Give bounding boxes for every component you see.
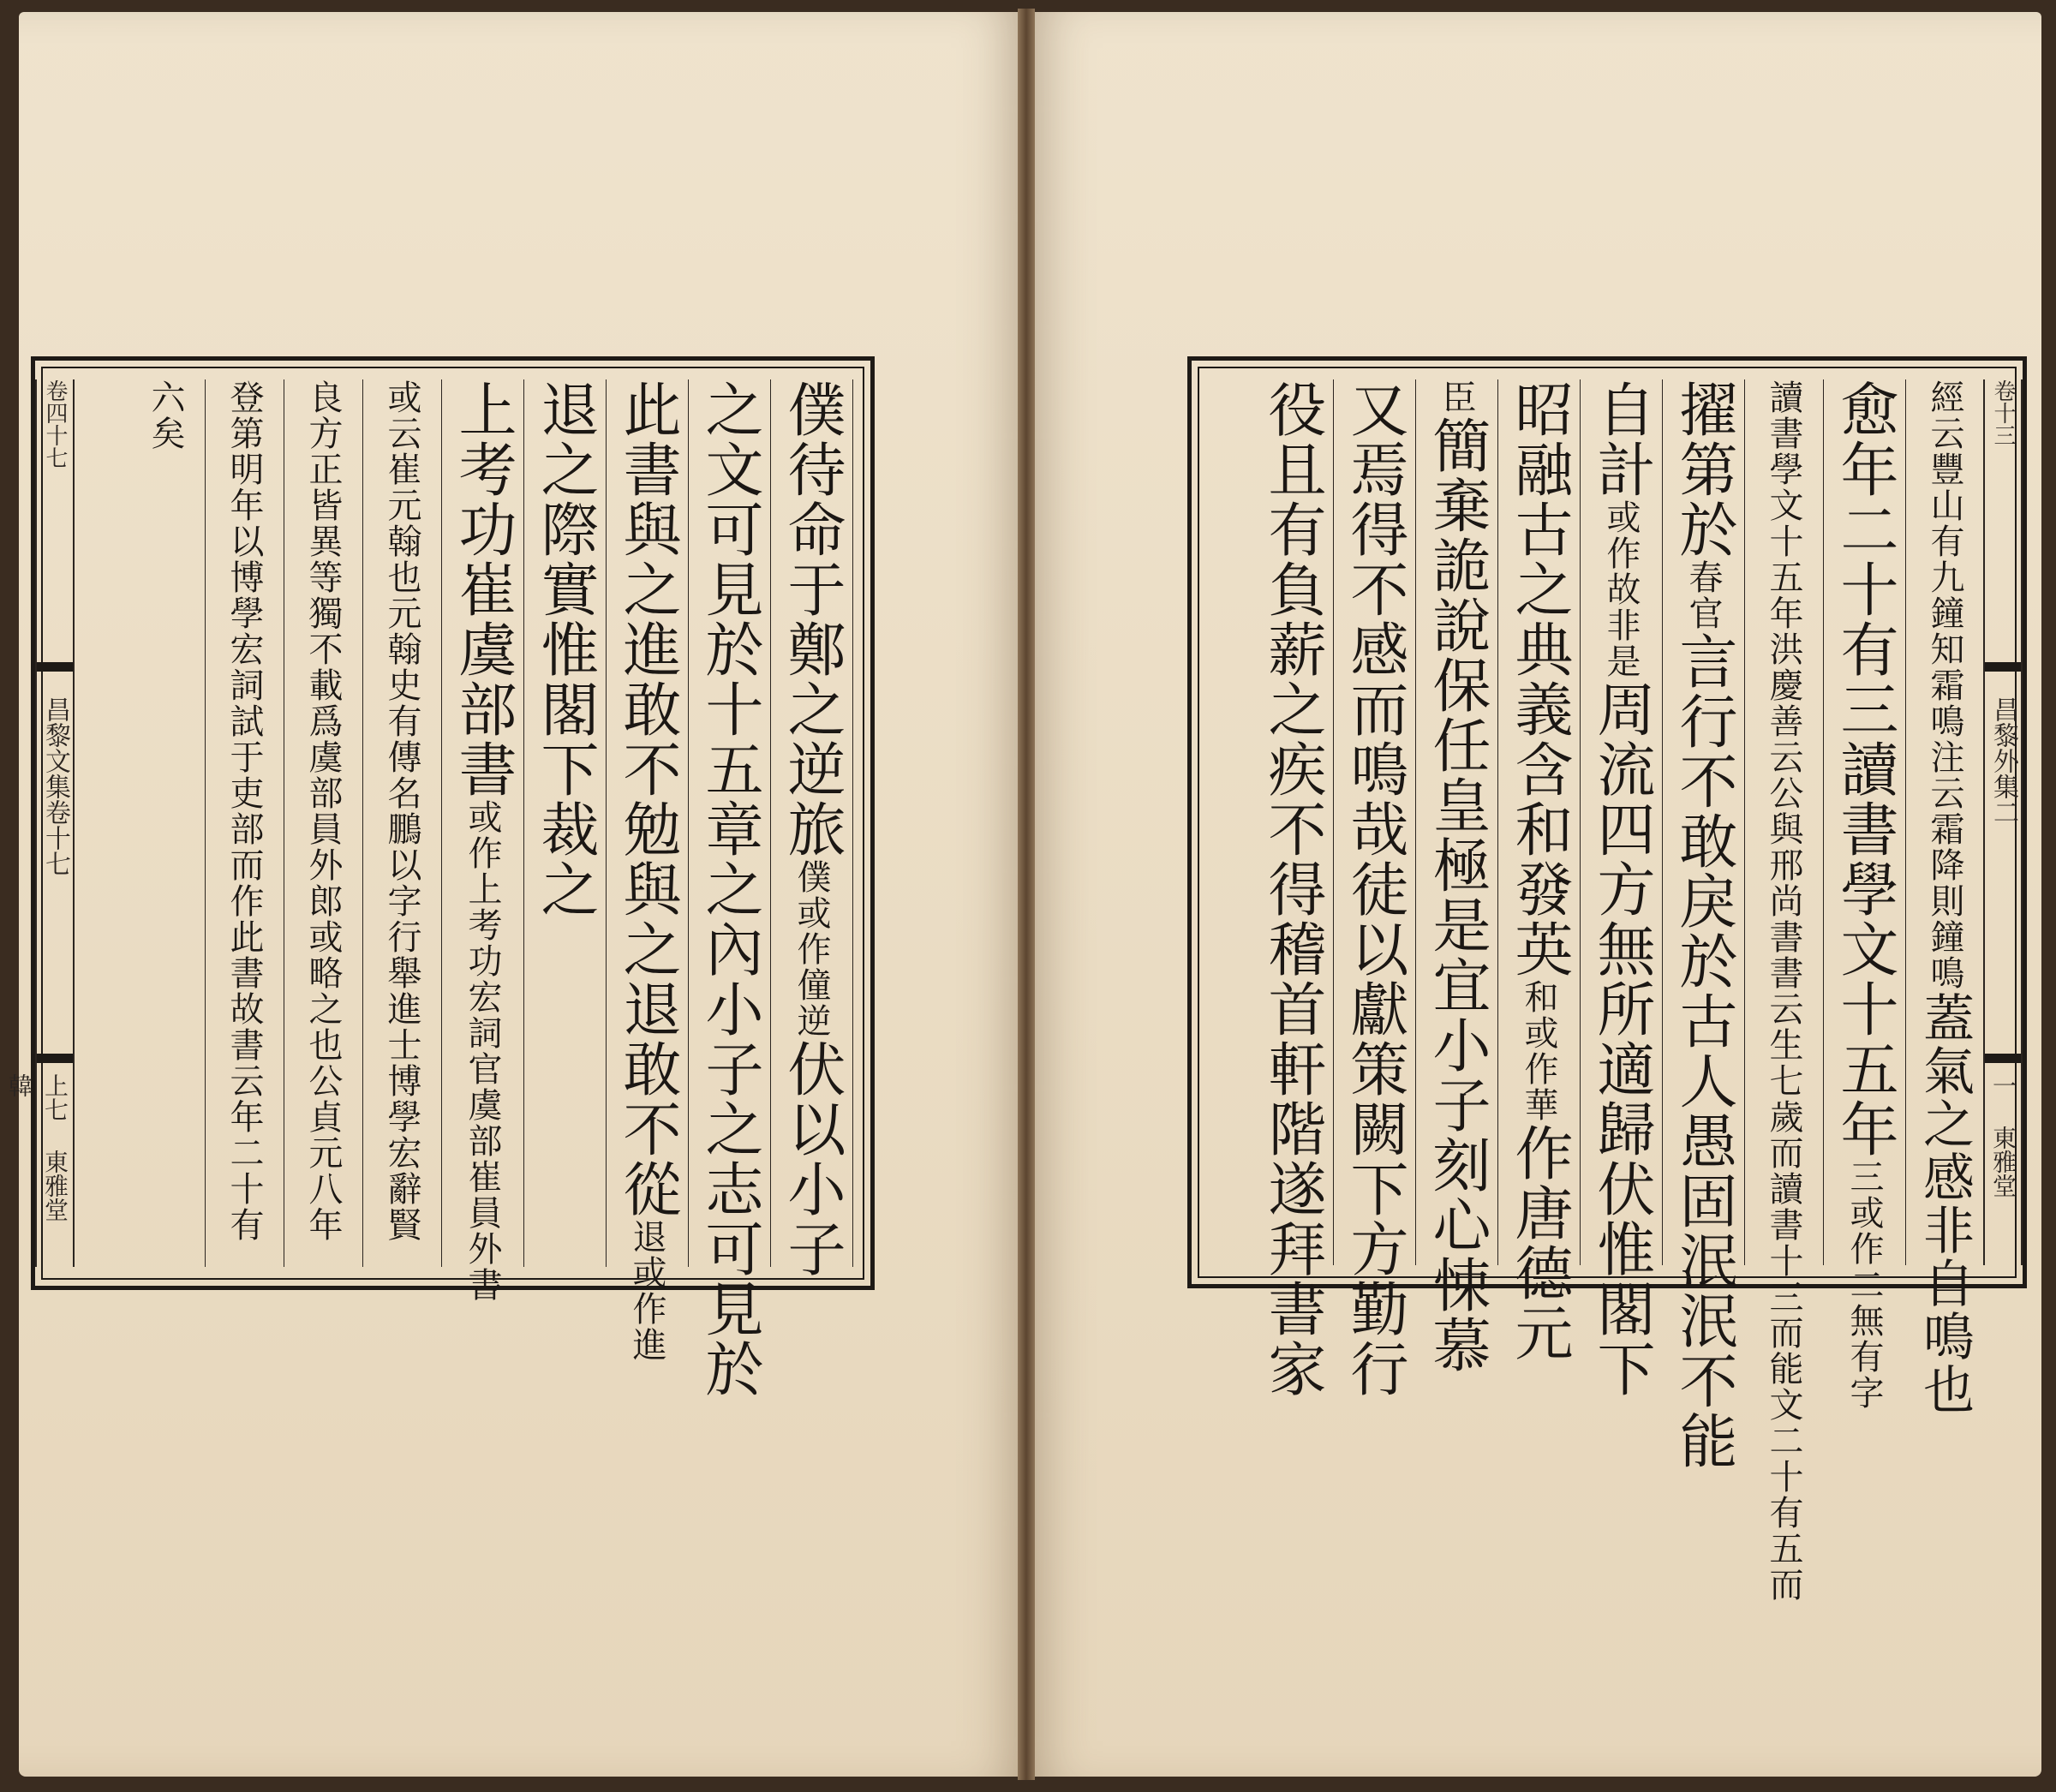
- left-column-9: [126, 379, 206, 1267]
- main-text: 擢第於: [1670, 379, 1737, 559]
- main-text: 言行不敢戾於古人愚固泯泯不能: [1670, 631, 1737, 1471]
- fishtail-mark: [1985, 662, 2021, 686]
- fold-volume: 卷十三: [1990, 379, 2016, 446]
- main-text: 簡棄詭說保任皇極是宜小子刻心悚慕: [1423, 415, 1491, 1375]
- left-column-1: [770, 379, 853, 1279]
- main-text: 役且有負薪之疾不得稽首軒階遂拜書家: [1258, 379, 1326, 1399]
- commentary: 登第明年以博學宏詞試于吏部而作此書故書云年二十有: [224, 379, 264, 1243]
- commentary: 或云崔元翰也元翰史有傳名鵬以字行舉進士博學宏辭賢: [382, 379, 421, 1243]
- annotation: 僕或作僮逆: [792, 859, 831, 1039]
- right-column-6: [1497, 379, 1581, 1363]
- left-column-3: [606, 379, 689, 1363]
- main-text: 之文可見於十五章之內小子之志可見於: [696, 379, 763, 1399]
- left-column-2: [688, 379, 771, 1399]
- main-text: 昭融古之典義含和發英: [1505, 379, 1573, 979]
- left-column-7: [284, 379, 363, 1267]
- fold-publisher: 上七 東雅堂 韓: [5, 1073, 69, 1222]
- annotation: 或作上考功宏詞官虞部崔員外書: [463, 799, 502, 1303]
- main-text: 蓋氣之感非自鳴也: [1915, 991, 1975, 1416]
- fold-volume: 卷四十七: [42, 379, 68, 469]
- main-text: 愈年二十有三讀書學文十五年: [1831, 379, 1898, 1159]
- section-title: 上考功崔虞部書: [449, 379, 517, 799]
- main-text: 伏以小子: [778, 1039, 846, 1279]
- fold-publisher: 一 東雅堂: [1989, 1073, 2017, 1198]
- right-column-4: [1662, 379, 1745, 1471]
- main-text: 退之際實惟閣下裁之: [531, 379, 599, 919]
- commentary: 讀書學文十五年洪慶善云公與邢尚書書云生七歲而讀書十三而能文二十有五而: [1764, 379, 1803, 1603]
- commentary: 六矣: [146, 379, 185, 451]
- right-column-3: [1744, 379, 1824, 1603]
- fishtail-mark: [1985, 1039, 2021, 1063]
- fold-title: 昌黎外集二: [1988, 696, 2018, 825]
- main-text: 周流四方無所適歸伏惟閣下: [1587, 679, 1655, 1399]
- commentary: 良方正皆異等獨不載爲虞部員外郎或略之也公貞元八年: [303, 379, 343, 1243]
- annotation: 和或作華: [1519, 979, 1558, 1123]
- annotation: 或作故非是: [1601, 499, 1641, 679]
- right-column-1: [1905, 379, 1985, 1416]
- left-column-5: [441, 379, 524, 1303]
- right-fold-strip: [1983, 379, 2023, 1265]
- main-text: 僕待命于鄭之逆旅: [778, 379, 846, 859]
- fishtail-mark: [37, 1039, 73, 1063]
- right-column-5: [1580, 379, 1663, 1399]
- annotation: 退或作進: [627, 1219, 666, 1363]
- right-column-7: [1415, 379, 1498, 1375]
- right-column-2: [1823, 379, 1906, 1411]
- right-column-9: [1251, 379, 1334, 1399]
- left-column-8: [205, 379, 284, 1267]
- left-column-4: [523, 379, 607, 1267]
- commentary: 經云豐山有九鐘知霜鳴注云霜降則鐘鳴: [1925, 379, 1964, 991]
- annotation: 臣: [1437, 379, 1476, 415]
- main-text: 又焉得不感而鳴哉徒以獻策闕下方勤行: [1341, 379, 1408, 1399]
- book-gutter: [1018, 9, 1035, 1780]
- annotation: 春官: [1683, 559, 1723, 631]
- main-text: 自計: [1587, 379, 1655, 499]
- left-fold-strip: [5, 379, 75, 1267]
- left-column-6: [362, 379, 442, 1267]
- fold-title: 昌黎文集卷十七: [40, 696, 70, 876]
- right-column-8: [1333, 379, 1416, 1399]
- main-text: 作唐德元: [1505, 1123, 1573, 1363]
- left-text-block: [5, 356, 875, 1399]
- annotation: 三或作二無有字: [1844, 1159, 1884, 1411]
- right-text-block: [1187, 356, 2027, 1603]
- fishtail-mark: [37, 662, 73, 686]
- main-text: 此書與之進敢不勉與之退敢不從: [613, 379, 681, 1219]
